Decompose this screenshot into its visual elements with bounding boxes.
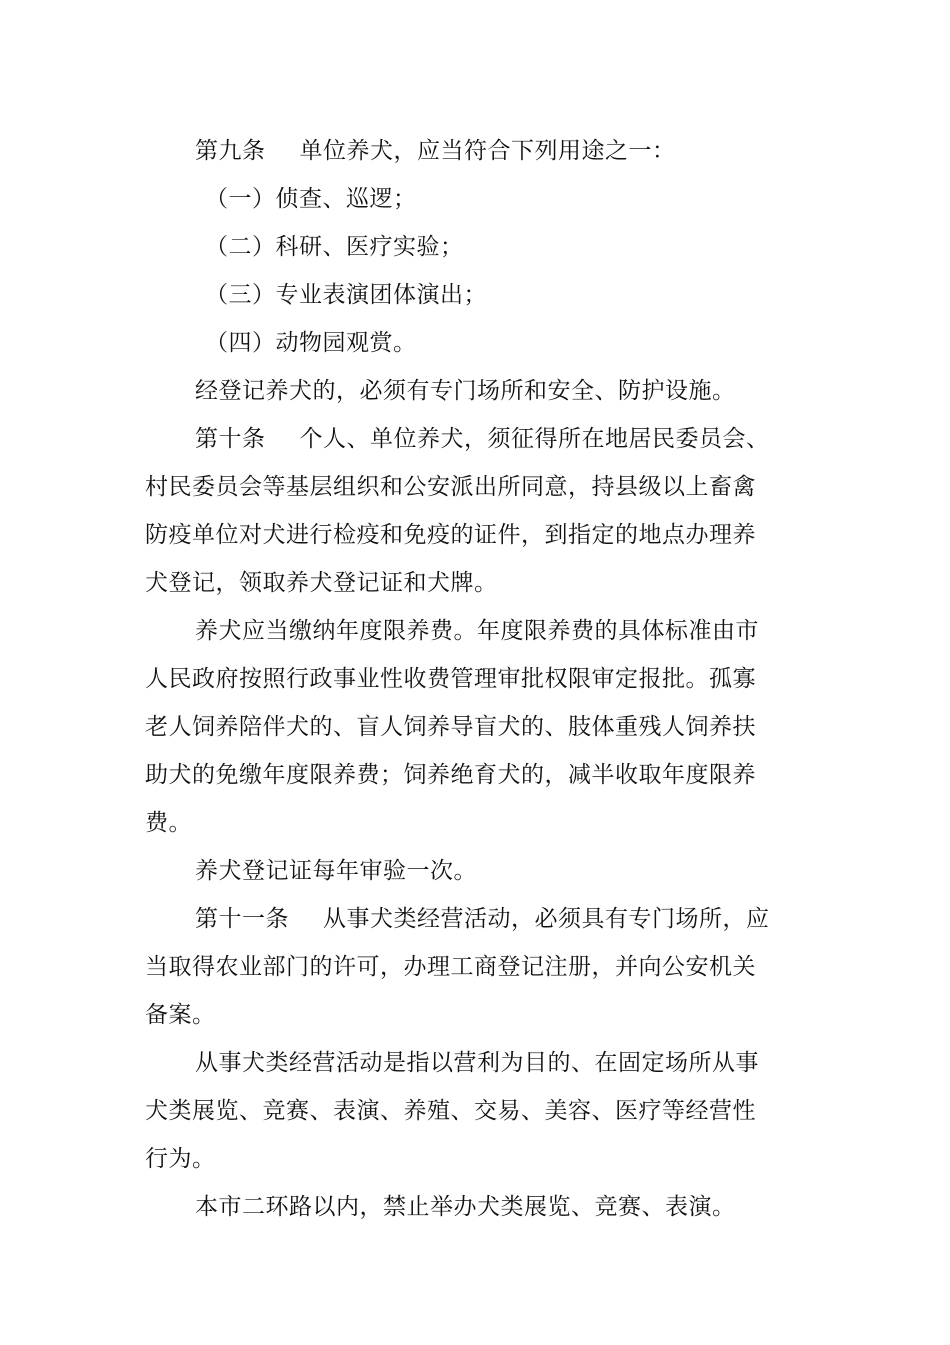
article-9-text: 单位养犬，应当符合下列用途之一： xyxy=(299,138,676,164)
article-9-first-line xyxy=(195,136,676,166)
article-10-p2-line-2: 人民政府按照行政事业性收费管理审批权限审定报批。孤寡 xyxy=(145,666,756,692)
article-10-p2-line-3: 老人饲养陪伴犬的、盲人饲养导盲犬的、肢体重残人饲养扶 xyxy=(145,714,756,740)
article-11-p1-line-2: 当取得农业部门的许可，办理工商登记注册，并向公安机关 xyxy=(145,954,756,980)
article-11-p3: 本市二环路以内，禁止举办犬类展览、竞赛、表演。 xyxy=(195,1194,736,1220)
article-9-heading: 第九条 xyxy=(195,138,266,164)
article-11-p2-line-2: 犬类展览、竞赛、表演、养殖、交易、美容、医疗等经营性 xyxy=(145,1098,756,1124)
article-10-p2-line-1: 养犬应当缴纳年度限养费。年度限养费的具体标准由市 xyxy=(195,618,759,644)
article-10-p1-line-1: 个人、单位养犬，须征得所在地居民委员会、 xyxy=(299,426,770,452)
article-11-first-line xyxy=(195,904,770,934)
article-11-heading: 第十一条 xyxy=(195,906,289,932)
article-10-p1-line-3: 防疫单位对犬进行检疫和免疫的证件，到指定的地点办理养 xyxy=(145,522,756,548)
article-11-p1-line-1: 从事犬类经营活动，必须具有专门场所，应 xyxy=(323,906,770,932)
article-9-item-2: （二）科研、医疗实验； xyxy=(205,234,464,260)
article-11-p1-line-3: 备案。 xyxy=(145,1002,216,1028)
article-10-p3: 养犬登记证每年审验一次。 xyxy=(195,858,477,884)
article-10-p1-line-2: 村民委员会等基层组织和公安派出所同意，持县级以上畜禽 xyxy=(145,474,756,500)
article-10-p2-line-5: 费。 xyxy=(145,810,192,836)
article-9-item-1: （一）侦查、巡逻； xyxy=(205,186,417,212)
article-9-item-3: （三）专业表演团体演出； xyxy=(205,282,487,308)
article-11-p2-line-1: 从事犬类经营活动是指以营利为目的、在固定场所从事 xyxy=(195,1050,759,1076)
article-10-p2-line-4: 助犬的免缴年度限养费；饲养绝育犬的，减半收取年度限养 xyxy=(145,762,756,788)
article-9-note: 经登记养犬的，必须有专门场所和安全、防护设施。 xyxy=(195,378,736,404)
article-10-p1-line-4: 犬登记，领取养犬登记证和犬牌。 xyxy=(145,570,498,596)
article-9-item-4: （四）动物园观赏。 xyxy=(205,330,417,356)
article-11-p2-line-3: 行为。 xyxy=(145,1146,216,1172)
article-10-heading: 第十条 xyxy=(195,426,266,452)
article-10-first-line xyxy=(195,424,770,454)
